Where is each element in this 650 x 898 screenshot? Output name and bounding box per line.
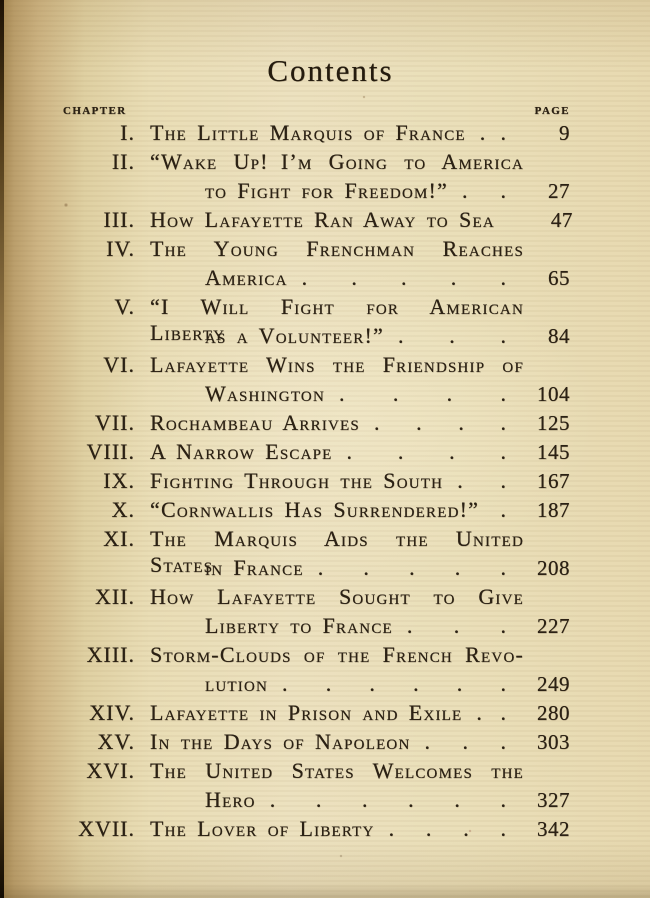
toc-row	[63, 236, 570, 265]
chapter-title: The Young Frenchman Reaches	[150, 236, 524, 262]
leader-dot: .	[500, 323, 506, 349]
page-number: 342	[537, 817, 570, 842]
toc-row	[63, 584, 570, 613]
chapter-numeral: VII.	[94, 410, 135, 436]
leader-dot: .	[453, 613, 460, 639]
leader-dot: .	[500, 265, 506, 291]
chapter-title: The United States Welcomes the	[150, 758, 524, 784]
dot-leader	[304, 555, 524, 581]
chapter-numeral: XVI.	[86, 758, 135, 784]
dot-leader	[268, 671, 524, 697]
leader-dot: .	[463, 816, 469, 842]
leader-dot: .	[500, 468, 506, 494]
chapter-title: to Fight for Freedom!”	[205, 178, 449, 204]
page-column-label: PAGE	[534, 105, 570, 118]
leader-dot: .	[424, 729, 430, 755]
leader-dot: .	[457, 468, 463, 494]
leader-dot: .	[301, 265, 308, 291]
dot-leader	[384, 323, 524, 349]
chapter-column-label: CHAPTER	[63, 105, 127, 118]
leader-dot: .	[500, 410, 506, 436]
dot-leader	[411, 729, 525, 755]
chapter-title: Liberty to France	[205, 613, 393, 639]
chapter-title: “Cornwallis Has Surrendered!”	[150, 497, 480, 523]
chapter-numeral: XV.	[97, 729, 135, 755]
leader-dot: .	[456, 671, 463, 697]
chapter-title: in France	[205, 555, 304, 581]
dot-leader	[333, 439, 524, 465]
chapter-numeral: XII.	[94, 584, 135, 610]
leader-dot: .	[458, 410, 464, 436]
toc-row	[63, 700, 570, 729]
toc-row	[63, 149, 570, 178]
leader-dot: .	[397, 323, 404, 349]
toc-rows	[63, 120, 573, 845]
dot-leader	[466, 120, 524, 146]
page-number: 227	[537, 614, 570, 639]
page-number: 167	[537, 469, 570, 494]
chapter-title: America	[205, 265, 288, 291]
leader-dot: .	[462, 178, 468, 204]
leader-dot: .	[500, 178, 506, 204]
leader-dot: .	[446, 381, 453, 407]
leader-dot: .	[500, 787, 506, 813]
dot-leader	[462, 700, 524, 726]
toc-row	[63, 555, 570, 584]
page-number: 9	[559, 121, 570, 146]
chapter-title: “Wake Up! I’m Going to America	[150, 149, 524, 175]
chapter-title: The Marquis Aids the United States	[150, 526, 524, 578]
leader-dot: .	[363, 555, 369, 581]
page-number: 327	[537, 788, 570, 813]
chapter-title: In the Days of Napoleon	[150, 729, 411, 755]
leader-dot: .	[406, 613, 413, 639]
chapter-numeral: V.	[114, 294, 135, 320]
toc-row	[63, 323, 570, 352]
chapter-numeral: I.	[120, 120, 135, 146]
page-number: 84	[548, 324, 570, 349]
chapter-title: Lafayette in Prison and Exile	[150, 700, 463, 726]
leader-dot: .	[401, 265, 407, 291]
leader-dot: .	[500, 120, 506, 146]
toc-row	[63, 410, 570, 439]
toc-row	[63, 497, 570, 526]
toc-row	[63, 758, 570, 787]
chapter-numeral: XI.	[103, 526, 135, 552]
chapter-title: How Lafayette Ran Away to Sea	[150, 207, 495, 233]
leader-dot: .	[500, 613, 506, 639]
column-headers	[63, 105, 570, 117]
toc-row	[63, 207, 573, 236]
leader-dot: .	[351, 265, 357, 291]
dot-leader	[448, 178, 524, 204]
page-number: 65	[548, 266, 570, 291]
leader-dot: .	[269, 787, 276, 813]
toc-row	[63, 816, 570, 845]
chapter-title: Lafayette Wins the Friendship of	[150, 352, 524, 378]
dot-leader	[375, 816, 524, 842]
chapter-numeral: II.	[111, 149, 135, 175]
chapter-title: Storm-Clouds of the French Revo-	[150, 642, 524, 668]
leader-dot: .	[450, 265, 457, 291]
chapter-numeral: IV.	[106, 236, 135, 262]
toc-row	[63, 642, 570, 671]
chapter-numeral: VI.	[103, 352, 135, 378]
leader-dot: .	[454, 555, 461, 581]
dot-leader	[443, 468, 524, 494]
page-number: 47	[550, 208, 573, 233]
chapter-numeral: VIII.	[86, 439, 135, 465]
chapter-numeral: XVII.	[78, 816, 135, 842]
dot-leader	[256, 787, 524, 813]
chapter-title: Fighting Through the South	[150, 468, 444, 494]
leader-dot: .	[500, 381, 506, 407]
page-number: 187	[537, 498, 570, 523]
leader-dot: .	[462, 729, 468, 755]
dot-leader	[360, 410, 524, 436]
chapter-numeral: XIV.	[89, 700, 135, 726]
leader-dot: .	[325, 671, 332, 697]
chapter-title: Rochambeau Arrives	[150, 410, 360, 436]
toc-row	[63, 787, 570, 816]
chapter-numeral: IX.	[103, 468, 135, 494]
chapter-numeral: X.	[111, 497, 135, 523]
leader-dot: .	[362, 787, 368, 813]
leader-dot: .	[346, 439, 353, 465]
leader-dot: .	[425, 816, 432, 842]
dot-leader	[288, 265, 524, 291]
toc-row	[63, 120, 570, 149]
leader-dot: .	[416, 410, 422, 436]
toc-row	[63, 671, 570, 700]
toc-row	[63, 381, 570, 410]
dot-leader	[393, 613, 524, 639]
leader-dot: .	[500, 700, 506, 726]
toc-row	[63, 439, 570, 468]
page-number: 104	[537, 382, 570, 407]
chapter-title: The Little Marquis of France	[150, 120, 466, 146]
leader-dot: .	[500, 729, 506, 755]
leader-dot: .	[449, 439, 455, 465]
leader-dot: .	[413, 671, 419, 697]
toc-row	[63, 178, 570, 207]
toc-row	[63, 265, 570, 294]
chapter-title: A Narrow Escape	[150, 439, 333, 465]
page-number: 145	[537, 440, 570, 465]
leader-dot: .	[339, 381, 345, 407]
leader-dot: .	[388, 816, 395, 842]
leader-dot: .	[409, 555, 415, 581]
page-number: 125	[537, 411, 570, 436]
toc-row	[63, 468, 570, 497]
leader-dot: .	[454, 787, 460, 813]
dot-leader	[325, 381, 524, 407]
leader-dot: .	[476, 700, 482, 726]
leader-dot: .	[392, 381, 399, 407]
chapter-numeral: III.	[103, 207, 135, 233]
page-number: 280	[537, 701, 570, 726]
leader-dot: .	[500, 555, 506, 581]
chapter-title: as a Volunteer!”	[205, 323, 384, 349]
chapter-numeral: XIII.	[86, 642, 135, 668]
leader-dot: .	[373, 410, 380, 436]
leader-dot: .	[315, 787, 322, 813]
leader-dot: .	[282, 671, 288, 697]
toc-row	[63, 352, 570, 381]
leader-dot: .	[408, 787, 414, 813]
page-number: 208	[537, 556, 570, 581]
leader-dot: .	[317, 555, 324, 581]
leader-dot: .	[397, 439, 404, 465]
toc-row	[63, 613, 570, 642]
leader-dot: .	[479, 120, 486, 146]
leader-dot: .	[369, 671, 375, 697]
chapter-title: lution	[205, 671, 269, 697]
chapter-title: Washington	[205, 381, 325, 407]
page-number: 303	[537, 730, 570, 755]
chapter-title: “I Will Fight for American Liberty	[150, 294, 524, 346]
leader-dot: .	[500, 497, 506, 523]
leader-dot: .	[500, 671, 506, 697]
dot-leader	[479, 497, 524, 523]
toc-row	[63, 729, 570, 758]
chapter-title: How Lafayette Sought to Give	[150, 584, 524, 610]
page-number: 27	[548, 179, 570, 204]
leader-dot: .	[449, 323, 455, 349]
chapter-title: The Lover of Liberty	[150, 816, 375, 842]
leader-dot: .	[500, 439, 506, 465]
leader-dot: .	[500, 816, 506, 842]
page-number: 249	[537, 672, 570, 697]
chapter-title: Hero	[205, 787, 256, 813]
page-title: Contents	[267, 53, 394, 88]
